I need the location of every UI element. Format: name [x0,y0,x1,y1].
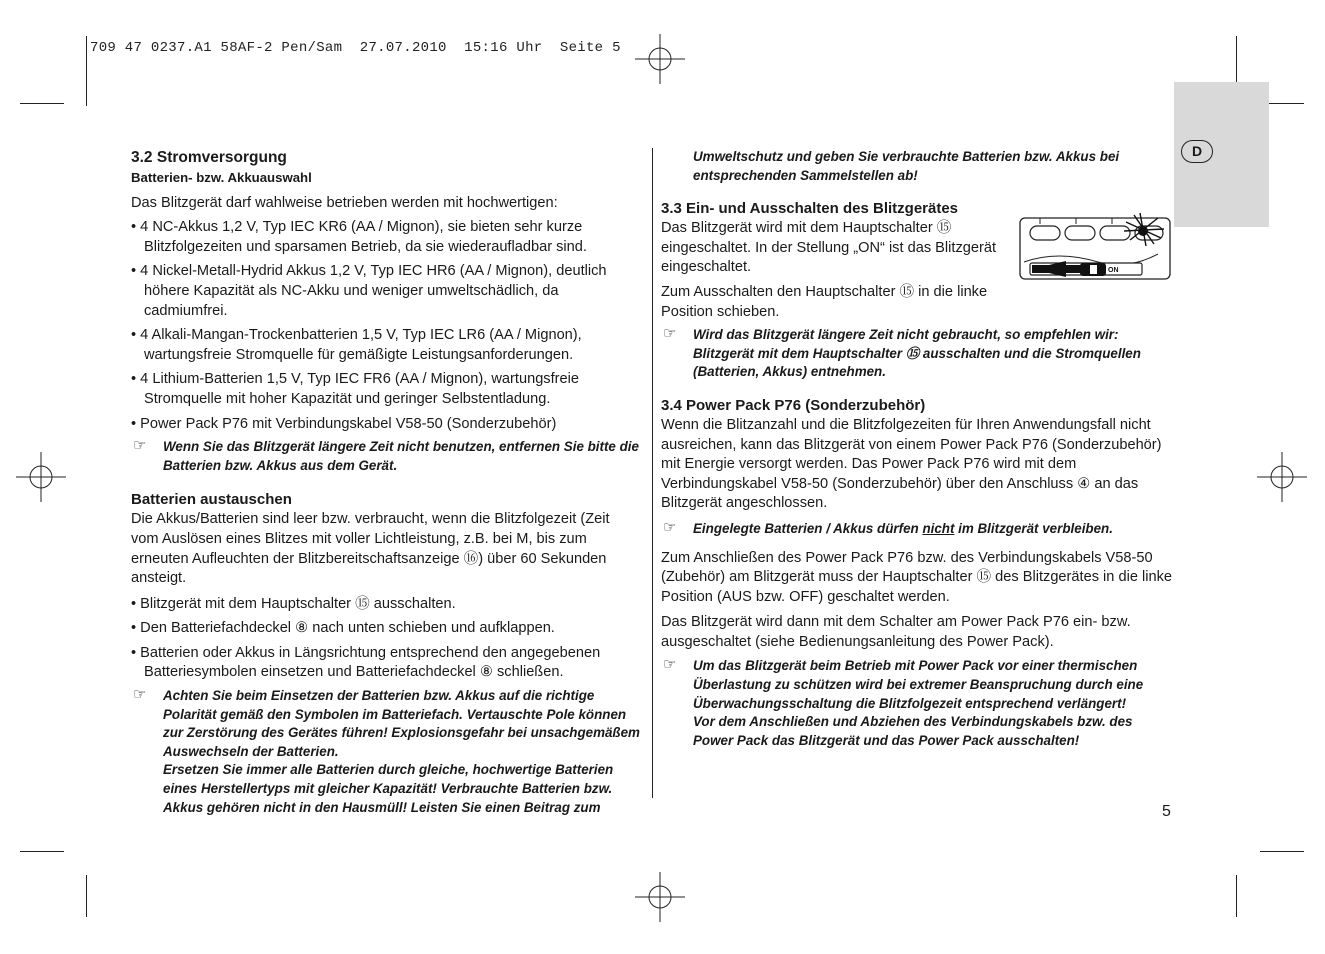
paragraph: Das Blitzgerät wird mit dem Hauptschalter ⑮ eingeschaltet. In der Stellung „ON“ ist das Blitzgerät eingeschaltet. [661,220,997,276]
paragraph: Wenn die Blitzanzahl und die Blitzfolgezeiten für Ihren Anwendungsfall nicht ausreichen, kann das Blitzgerät von einem Power Pack P76 (Sonderzubehör) mit Energie versorgt werden. Das Power Pack P76 wird mit dem Verbindungskabel V58-50 (Sonderzubehör) über den Anschluss ④ an das Blitzgerät angeschlossen. [661,416,1162,512]
section-title: Batterien austauschen [131,491,292,509]
section-title: 3.2 Stromversorgung [131,149,287,166]
note-text: Vor dem Anschließen und Abziehen des Verbindungskabels bzw. des Power Pack das Blitzgerät und das Power Pack ausschalten! [693,714,1133,748]
crop-mark [86,36,87,106]
list-item: • Den Batteriefachdeckel ⑧ nach unten schieben und aufklappen. [131,620,555,637]
note-text: Ersetzen Sie immer alle Batterien durch gleiche, hochwertige Batterien eines Herstellertyps mit gleicher Kapazität! Verbrauchte Batterien bzw. Akkus gehören nicht in den Hausmüll! Leisten Sie einen Beitrag zum [163,762,614,815]
section-title: 3.3 Ein- und Ausschalten des Blitzgerätes [661,200,959,218]
paragraph: Zum Ausschalten den Hauptschalter ⑮ in die linke Position schieben. [661,283,988,320]
crop-mark [1236,875,1237,917]
registration-mark-icon [16,452,66,502]
list-item: • 4 Alkali-Mangan-Trockenbatterien 1,5 V, Typ IEC LR6 (AA / Mignon), wartungsfreie Stromquelle für gemäßigte Leistungsanforderungen. [131,327,582,363]
section-title: 3.4 Power Pack P76 (Sonderzubehör) [661,396,926,414]
list-item: • 4 Nickel-Metall-Hydrid Akkus 1,2 V, Typ IEC HR6 (AA / Mignon), deutlich höhere Kapazität als NC-Akku und weniger umweltschädlich, da cadmiumfrei. [131,263,607,319]
note-continued [661,148,1175,185]
subsection-title: Batterien- bzw. Akkuauswahl [131,170,312,185]
list-item: • Blitzgerät mit dem Hauptschalter ⑮ ausschalten. [131,595,456,612]
pointing-hand-icon: ☞ [663,656,677,674]
note-text: Wenn Sie das Blitzgerät längere Zeit nicht benutzen, entfernen Sie bitte die Batterien bzw. Akkus aus dem Gerät. [163,439,639,473]
paragraph: Das Blitzgerät wird dann mit dem Schalter am Power Pack P76 ein- bzw. ausgeschaltet (siehe Bedienungsanleitung des Power Pack). [661,614,1131,650]
list-item: • Batterien oder Akkus in Längsrichtung entsprechend den angegebenen Batteriesymbolen einsetzen und Batteriefachdeckel ⑧ schließen. [131,644,601,681]
paragraph: Das Blitzgerät darf wahlweise betrieben werden mit hochwertigen: [131,194,558,211]
list-item: • 4 NC-Akkus 1,2 V, Typ IEC KR6 (AA / Mignon), sie bieten sehr kurze Blitzfolgezeiten und sparsamen Betrieb, da sie wiederaufladbar sind. [131,219,587,255]
left-column [131,148,641,817]
note [661,520,1175,539]
note-text: Umweltschutz und geben Sie verbrauchte Batterien bzw. Akkus bei entsprechenden Sammelstellen ab! [693,149,1120,183]
note [661,326,1175,382]
crop-mark [1260,851,1304,852]
paragraph: Die Akkus/Batterien sind leer bzw. verbraucht, wenn die Blitzfolgezeit (Zeit vom Auslösen eines Blitzes mit voller Lichtleistung, z.B. bei M, bis zum erneuten Aufleuchten der Blitzbereitschaftsanzeige ⑯) über 60 Sekunden ansteigt. [131,511,610,587]
registration-mark-icon [635,872,685,922]
note-text: Um das Blitzgerät beim Betrieb mit Power Pack vor einer thermischen Überlastung zu schützen wird bei extremer Beanspruchung durch eine Überwachungsschaltung die Blitzfolgezeit entsprechend verlängert! [693,658,1144,711]
registration-mark-icon [635,34,685,84]
crop-mark [20,103,64,104]
note-text: Achten Sie beim Einsetzen der Batterien bzw. Akkus auf die richtige Polarität gemäß den Symbolen im Batteriefach. Vertauschte Pole können zur Zerstörung des Gerätes führen! Explosionsgefahr bei unsachgemäßem Auswechseln der Batterien. [163,688,640,759]
column-divider [652,148,653,798]
switch-on-label: ON [1108,267,1119,274]
page-number: 5 [1162,803,1171,820]
crop-mark [86,875,87,917]
note-text: Eingelegte Batterien / Akkus dürfen nicht im Blitzgerät verbleiben. [693,520,1113,536]
note [131,687,641,817]
main-switch-illustration [1018,210,1173,282]
note-text: Wird das Blitzgerät längere Zeit nicht gebraucht, so empfehlen wir: Blitzgerät mit dem Hauptschalter ⑮ ausschalten und die Stromquellen (Batterien, Akkus) entnehmen. [693,327,1141,380]
note [661,657,1175,750]
language-badge: D [1181,140,1213,163]
pointing-hand-icon: ☞ [133,437,147,455]
pointing-hand-icon: ☞ [133,686,147,704]
list-item: • Power Pack P76 mit Verbindungskabel V58-50 (Sonderzubehör) [131,415,557,432]
note [131,438,641,475]
pointing-hand-icon: ☞ [663,518,677,536]
print-header: 709 47 0237.A1 58AF-2 Pen/Sam 27.07.2010 15:16 Uhr Seite 5 [90,40,621,56]
crop-mark [20,851,64,852]
paragraph: Zum Anschließen des Power Pack P76 bzw. des Verbindungskabels V58-50 (Zubehör) am Blitzgerät muss der Hauptschalter ⑮ des Blitzgerätes in die linke Position (AUS bzw. OFF) geschaltet werden. [661,549,1173,605]
list-item: • 4 Lithium-Batterien 1,5 V, Typ IEC FR6 (AA / Mignon), wartungsfreie Stromquelle mit hoher Kapazität und geringer Selbstentladung. [131,371,579,407]
registration-mark-icon [1257,452,1307,502]
pointing-hand-icon: ☞ [663,325,677,343]
